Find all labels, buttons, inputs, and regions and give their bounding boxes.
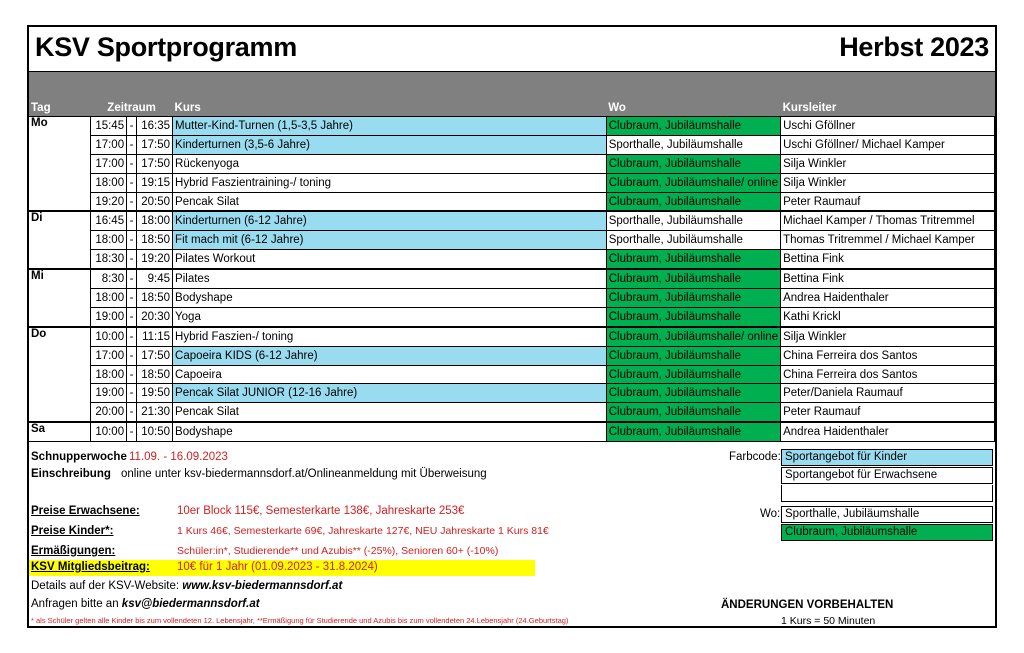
day-cell: Mo: [29, 117, 91, 212]
table-row: [29, 192, 995, 211]
end-time-cell: 20:50: [137, 192, 173, 211]
kurs-cell: Pencak Silat JUNIOR (12-16 Jahre): [173, 384, 607, 403]
wo-cell: Clubraum, Jubiläumshalle: [606, 346, 780, 365]
kurs-cell: Kinderturnen (6-12 Jahre): [173, 211, 607, 230]
kursleiter-cell: Kathi Krickl: [781, 307, 995, 326]
kursleiter-cell: Michael Kamper / Thomas Tritremmel: [781, 211, 995, 230]
schedule-sheet: [27, 25, 997, 628]
wo-cell: Clubraum, Jubiläumshalle/ online: [606, 327, 780, 346]
legend-erwachsene: Sportangebot für Erwachsene: [781, 467, 993, 484]
time-dash-cell: -: [127, 154, 137, 173]
footnote: * als Schüler gelten alle Kinder bis zum vollendeten 12. Lebensjahr, **Ermäßigung für Studierende und Azubis bis zum vollendeten 24.Lebensjahr (24.Geburtstag): [31, 616, 569, 625]
table-row: [29, 135, 995, 154]
start-time-cell: 10:00: [91, 422, 127, 441]
table-row: [29, 154, 995, 173]
time-dash-cell: -: [127, 192, 137, 211]
ermaessigung-value: Schüler:in*, Studierende** und Azubis** (-25%), Senioren 60+ (-10%): [177, 545, 499, 557]
footer-info: [29, 442, 995, 628]
farbcode-label: Farbcode:: [729, 451, 781, 463]
col-header-kursleiter: Kursleiter: [781, 72, 995, 117]
kursleiter-cell: Uschi Gföllner: [781, 117, 995, 136]
kursleiter-cell: China Ferreira dos Santos: [781, 365, 995, 384]
time-dash-cell: -: [127, 346, 137, 365]
time-dash-cell: -: [127, 403, 137, 422]
wo-cell: Clubraum, Jubiläumshalle: [606, 307, 780, 326]
table-row: [29, 269, 995, 288]
kurs-cell: Capoeira KIDS (6-12 Jahre): [173, 346, 607, 365]
table-row: [29, 211, 995, 230]
day-cell: Mi: [29, 269, 91, 327]
end-time-cell: 18:50: [137, 289, 173, 308]
einschreibung-label: Einschreibung: [31, 468, 111, 480]
wo-cell: Clubraum, Jubiläumshalle/ online: [606, 173, 780, 192]
time-dash-cell: -: [127, 384, 137, 403]
kursleiter-cell: Silja Winkler: [781, 154, 995, 173]
day-cell: Do: [29, 327, 91, 422]
end-time-cell: 20:30: [137, 307, 173, 326]
time-dash-cell: -: [127, 422, 137, 441]
start-time-cell: 17:00: [91, 346, 127, 365]
kursleiter-cell: Bettina Fink: [781, 269, 995, 288]
start-time-cell: 18:00: [91, 231, 127, 250]
col-header-zeitraum: Zeitraum: [91, 72, 173, 117]
day-cell: Di: [29, 211, 91, 269]
end-time-cell: 18:50: [137, 231, 173, 250]
legend-sporthalle: Sporthalle, Jubiläumshalle: [781, 506, 993, 523]
kurs-cell: Fit mach mit (6-12 Jahre): [173, 231, 607, 250]
table-row: [29, 117, 995, 136]
start-time-cell: 20:00: [91, 403, 127, 422]
end-time-cell: 11:15: [137, 327, 173, 346]
schedule-body: [29, 117, 995, 442]
mitglied-value: 10€ für 1 Jahr (01.09.2023 - 31.8.2024): [177, 561, 378, 573]
kursleiter-cell: Peter Raumauf: [781, 403, 995, 422]
kursleiter-cell: Silja Winkler: [781, 327, 995, 346]
table-row: [29, 250, 995, 269]
time-dash-cell: -: [127, 289, 137, 308]
table-row: [29, 327, 995, 346]
details-line: [31, 580, 342, 592]
wo-cell: Sporthalle, Jubiläumshalle: [606, 211, 780, 230]
kurs-dauer-note: 1 Kurs = 50 Minuten: [781, 615, 876, 627]
table-row: [29, 307, 995, 326]
legend-kinder: Sportangebot für Kinder: [781, 449, 993, 466]
start-time-cell: 19:00: [91, 384, 127, 403]
table-row: [29, 231, 995, 250]
end-time-cell: 18:00: [137, 211, 173, 230]
title-row: [29, 27, 995, 72]
start-time-cell: 19:20: [91, 192, 127, 211]
end-time-cell: 19:50: [137, 384, 173, 403]
kurs-cell: Capoeira: [173, 365, 607, 384]
kursleiter-cell: Andrea Haidenthaler: [781, 289, 995, 308]
time-dash-cell: -: [127, 365, 137, 384]
kurs-cell: Hybrid Faszientraining-/ toning: [173, 173, 607, 192]
end-time-cell: 18:50: [137, 365, 173, 384]
einschreibung-value: online unter ksv-biedermannsdorf.at/Onlineanmeldung mit Überweisung: [121, 468, 487, 480]
start-time-cell: 17:00: [91, 154, 127, 173]
kursleiter-cell: Thomas Tritremmel / Michael Kamper: [781, 231, 995, 250]
wo-cell: Clubraum, Jubiläumshalle: [606, 384, 780, 403]
table-header-row: [29, 72, 995, 117]
start-time-cell: 18:00: [91, 289, 127, 308]
legend-spacer: [781, 485, 993, 502]
kursleiter-cell: Uschi Gföllner/ Michael Kamper: [781, 135, 995, 154]
season-title: Herbst 2023: [839, 32, 989, 62]
kurs-cell: Pilates Workout: [173, 250, 607, 269]
end-time-cell: 19:15: [137, 173, 173, 192]
time-dash-cell: -: [127, 117, 137, 136]
kurs-cell: Mutter-Kind-Turnen (1,5-3,5 Jahre): [173, 117, 607, 136]
start-time-cell: 17:00: [91, 135, 127, 154]
time-dash-cell: -: [127, 307, 137, 326]
preise-erwachsene-value: 10er Block 115€, Semesterkarte 138€, Jahreskarte 253€: [177, 505, 465, 517]
kursleiter-cell: Andrea Haidenthaler: [781, 422, 995, 441]
end-time-cell: 21:30: [137, 403, 173, 422]
start-time-cell: 10:00: [91, 327, 127, 346]
wo-label: Wo:: [760, 508, 781, 520]
start-time-cell: 19:00: [91, 307, 127, 326]
time-dash-cell: -: [127, 173, 137, 192]
kurs-cell: Pilates: [173, 269, 607, 288]
time-dash-cell: -: [127, 327, 137, 346]
end-time-cell: 10:50: [137, 422, 173, 441]
end-time-cell: 17:50: [137, 154, 173, 173]
aenderungen-note: ÄNDERUNGEN VORBEHALTEN: [721, 599, 894, 611]
legend-clubraum: Clubraum, Jubiläumshalle: [781, 524, 993, 541]
time-dash-cell: -: [127, 211, 137, 230]
wo-cell: Sporthalle, Jubiläumshalle: [606, 231, 780, 250]
end-time-cell: 9:45: [137, 269, 173, 288]
col-header-kurs: Kurs: [173, 72, 607, 117]
ermaessigung-label: Ermäßigungen:: [31, 545, 116, 557]
schnupper-label: Schnupperwoche: [31, 451, 127, 463]
wo-cell: Clubraum, Jubiläumshalle: [606, 192, 780, 211]
page-title: KSV Sportprogramm: [35, 32, 297, 62]
kurs-cell: Rückenyoga: [173, 154, 607, 173]
anfragen-line: [31, 598, 260, 610]
start-time-cell: 18:00: [91, 365, 127, 384]
time-dash-cell: -: [127, 231, 137, 250]
kurs-cell: Bodyshape: [173, 289, 607, 308]
start-time-cell: 18:00: [91, 173, 127, 192]
wo-cell: Sporthalle, Jubiläumshalle: [606, 135, 780, 154]
kursleiter-cell: Silja Winkler: [781, 173, 995, 192]
time-dash-cell: -: [127, 250, 137, 269]
kurs-cell: Yoga: [173, 307, 607, 326]
kurs-cell: Bodyshape: [173, 422, 607, 441]
anfragen-mail[interactable]: ksv@biedermannsdorf.at: [121, 598, 260, 610]
details-text: Details auf der KSV-Website:: [31, 580, 180, 592]
wo-cell: Clubraum, Jubiläumshalle: [606, 269, 780, 288]
wo-cell: Clubraum, Jubiläumshalle: [606, 117, 780, 136]
start-time-cell: 16:45: [91, 211, 127, 230]
preise-erwachsene-label: Preise Erwachsene:: [31, 505, 140, 517]
wo-cell: Clubraum, Jubiläumshalle: [606, 365, 780, 384]
col-header-tag: Tag: [29, 72, 91, 117]
end-time-cell: 17:50: [137, 135, 173, 154]
anfragen-text: Anfragen bitte an: [31, 598, 119, 610]
end-time-cell: 19:20: [137, 250, 173, 269]
end-time-cell: 16:35: [137, 117, 173, 136]
kurs-cell: Kinderturnen (3,5-6 Jahre): [173, 135, 607, 154]
mitglied-label: KSV Mitgliedsbeitrag:: [31, 561, 150, 573]
wo-cell: Clubraum, Jubiläumshalle: [606, 422, 780, 441]
wo-cell: Clubraum, Jubiläumshalle: [606, 154, 780, 173]
schnupper-value: 11.09. - 16.09.2023: [129, 451, 228, 463]
table-row: [29, 422, 995, 441]
schedule-table: [29, 72, 995, 442]
end-time-cell: 17:50: [137, 346, 173, 365]
kurs-cell: Hybrid Faszien-/ toning: [173, 327, 607, 346]
kursleiter-cell: China Ferreira dos Santos: [781, 346, 995, 365]
table-row: [29, 173, 995, 192]
table-row: [29, 403, 995, 422]
kurs-cell: Pencak Silat: [173, 403, 607, 422]
kurs-cell: Pencak Silat: [173, 192, 607, 211]
table-row: [29, 365, 995, 384]
preise-kinder-label: Preise Kinder*:: [31, 525, 114, 537]
kursleiter-cell: Bettina Fink: [781, 250, 995, 269]
details-link[interactable]: www.ksv-biedermannsdorf.at: [182, 580, 343, 592]
table-row: [29, 289, 995, 308]
col-header-wo: Wo: [606, 72, 780, 117]
table-row: [29, 384, 995, 403]
start-time-cell: 15:45: [91, 117, 127, 136]
time-dash-cell: -: [127, 135, 137, 154]
kursleiter-cell: Peter/Daniela Raumauf: [781, 384, 995, 403]
time-dash-cell: -: [127, 269, 137, 288]
kursleiter-cell: Peter Raumauf: [781, 192, 995, 211]
day-cell: Sa: [29, 422, 91, 441]
wo-cell: Clubraum, Jubiläumshalle: [606, 403, 780, 422]
start-time-cell: 18:30: [91, 250, 127, 269]
table-row: [29, 346, 995, 365]
start-time-cell: 8:30: [91, 269, 127, 288]
wo-cell: Clubraum, Jubiläumshalle: [606, 250, 780, 269]
preise-kinder-value: 1 Kurs 46€, Semesterkarte 69€, Jahreskarte 127€, NEU Jahreskarte 1 Kurs 81€: [177, 525, 549, 537]
wo-cell: Clubraum, Jubiläumshalle: [606, 289, 780, 308]
